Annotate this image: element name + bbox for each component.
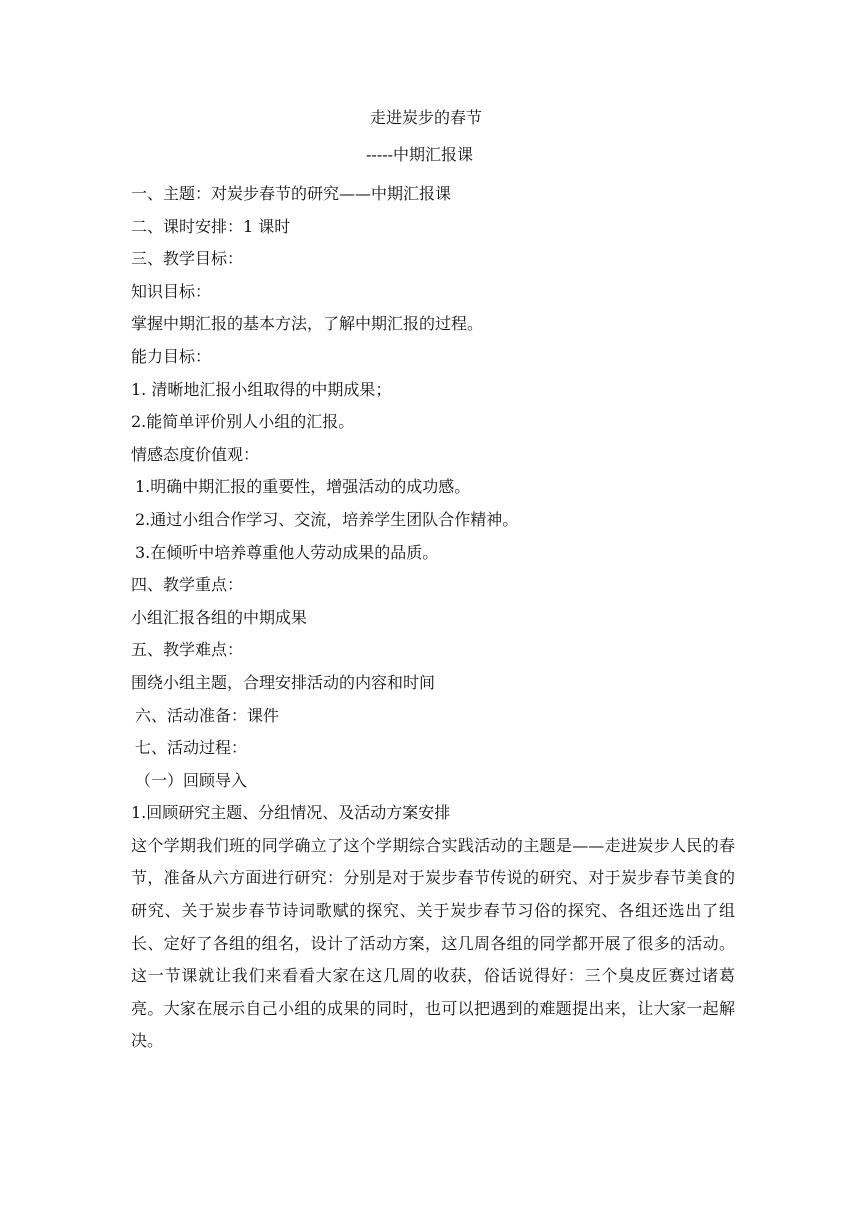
- attitude-objective-heading: 情感态度价值观：: [131, 444, 260, 464]
- section-topic: 一、主题：对炭步春节的研究——中期汇报课: [131, 184, 452, 203]
- key-points-text: 小组汇报各组的中期成果: [131, 607, 308, 627]
- process-step-item: 1.回顾研究主题、分组情况、及活动方案安排: [131, 803, 451, 823]
- section-schedule: 二、课时安排：1 课时: [131, 216, 291, 236]
- section-difficulties: 五、教学难点：: [131, 640, 244, 660]
- intro-paragraph: 这个学期我们班的同学确立了这个学期综合实践活动的主题是——走进炭步人民的春节，准备从六方面进行研究：分别是对于炭步春节传说的研究、对于炭步春节美食的研究、关于炭步春节诗词歌赋的探究、关于炭步春节习俗的探究、各组还选出了组长、定好了各组的组名，设计了活动方案，这几周各组的同学都开展了很多的活动。这一节课就让我们来看看大家在这几周的收获，俗话说得好：三个臭皮匠赛过诸葛亮。大家在展示自己小组的成果的同时，也可以把遇到的难题提出来，让大家一起解决。: [131, 835, 735, 1051]
- section-objectives: 三、教学目标：: [131, 249, 244, 269]
- knowledge-objective-text: 掌握中期汇报的基本方法，了解中期汇报的过程。: [131, 314, 484, 334]
- difficulties-text: 围绕小组主题，合理安排活动的内容和时间: [131, 672, 436, 692]
- section-preparation: 六、活动准备：课件: [135, 705, 280, 725]
- attitude-objective-item: 2.通过小组合作学习、交流，培养学生团队合作精神。: [135, 509, 519, 529]
- document-title: 走进炭步的春节: [370, 108, 483, 127]
- document-body: [131, 178, 735, 1058]
- ability-objective-heading: 能力目标：: [131, 346, 212, 366]
- ability-objective-item: 2.能简单评价别人小组的汇报。: [131, 412, 355, 432]
- section-key-points: 四、教学重点：: [131, 575, 244, 595]
- attitude-objective-item: 3.在倾听中培养尊重他人劳动成果的品质。: [135, 542, 439, 562]
- attitude-objective-item: 1.明确中期汇报的重要性，增强活动的成功感。: [135, 477, 471, 497]
- section-process: 七、活动过程：: [135, 738, 248, 758]
- knowledge-objective-heading: 知识目标：: [131, 281, 212, 301]
- process-step-review: （一）回顾导入: [135, 770, 248, 790]
- ability-objective-item: 1. 清晰地汇报小组取得的中期成果；: [131, 379, 392, 399]
- document-subtitle: -----中期汇报课: [366, 145, 474, 164]
